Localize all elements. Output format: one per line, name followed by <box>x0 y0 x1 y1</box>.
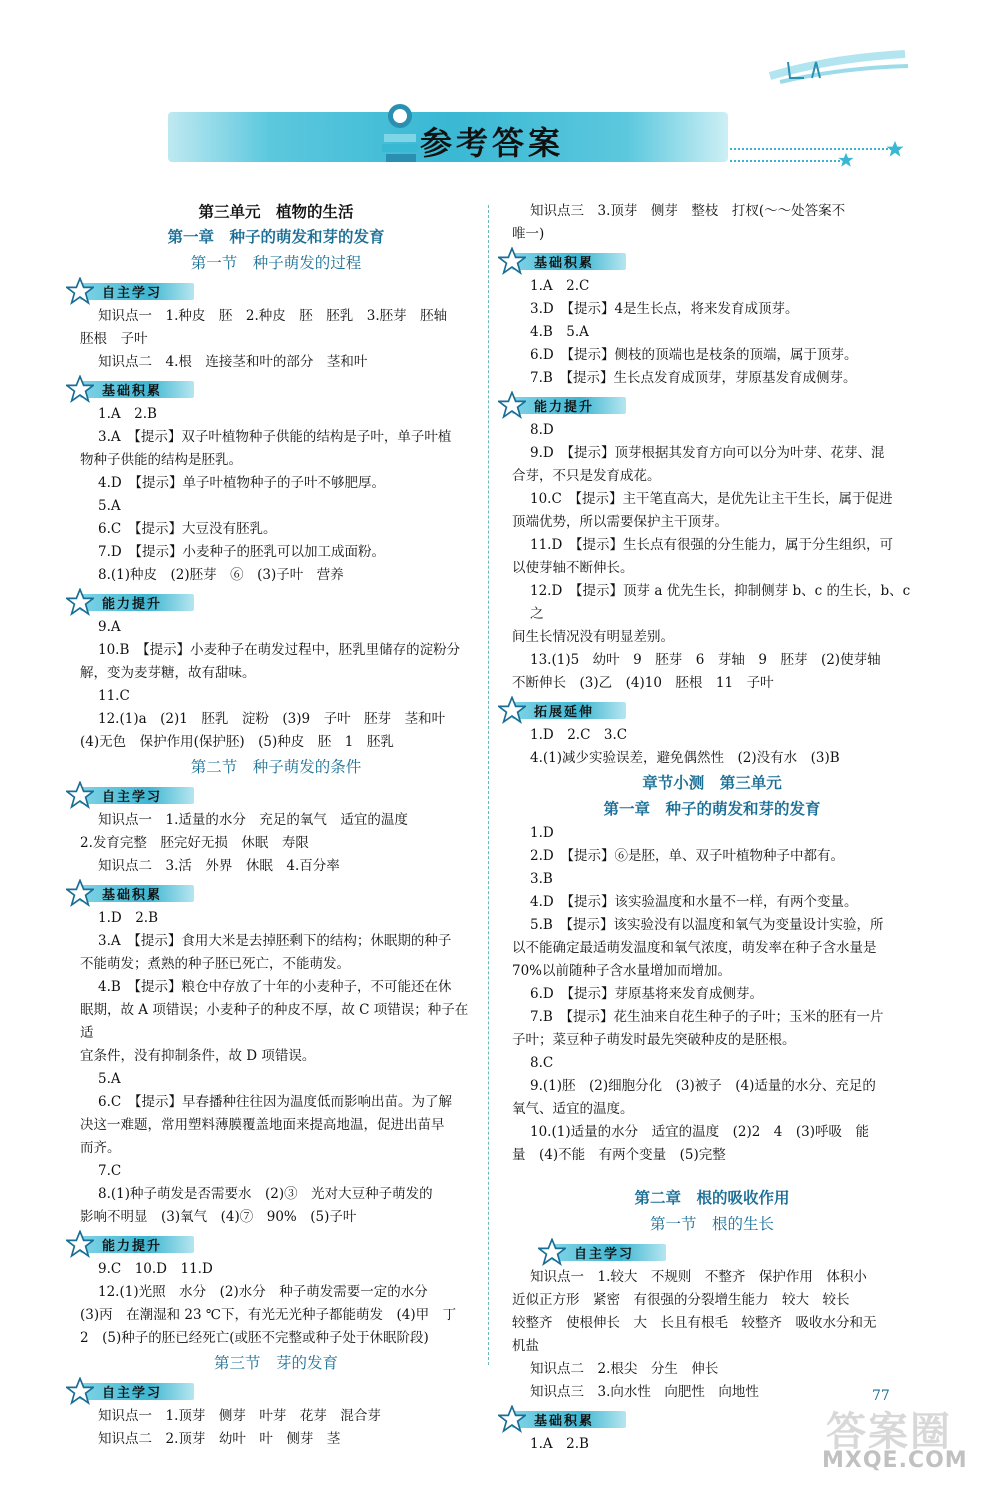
answer-line: 4.D 【提示】该实验温度和水量不一样，有两个变量。 <box>530 894 858 910</box>
answer-line: 知识点一 1.种皮 胚 2.种皮 胚 胚乳 3.胚芽 胚轴 <box>98 308 448 324</box>
answer-line: 知识点一 1.顶芽 侧芽 叶芽 花芽 混合芽 <box>98 1408 381 1424</box>
answer-line: 知识点三 3.顶芽 侧芽 整枝 打杈(～～处答案不 <box>530 203 846 219</box>
answer-line: 6.C 【提示】早春播种往往因为温度低而影响出苗。为了解 <box>98 1094 452 1110</box>
section-title: 第一节 种子萌发的过程 <box>190 254 362 272</box>
answer-line: 知识点二 2.根尖 分生 伸长 <box>530 1361 719 1377</box>
answer-line: 7.D 【提示】小麦种子的胚乳可以加工成面粉。 <box>98 544 385 560</box>
answer-line: 11.C <box>98 688 130 704</box>
answer-block <box>80 1258 472 1350</box>
tag-label: 自主学习 <box>102 286 163 301</box>
answer-line: 1.D 2.C 3.C <box>530 727 628 743</box>
section-tag <box>538 1240 912 1264</box>
answer-block <box>80 305 472 374</box>
star-icon <box>66 1230 94 1258</box>
answer-line: 唯一) <box>512 226 545 242</box>
answer-line: 9.A <box>98 619 121 635</box>
answer-block <box>512 200 912 246</box>
watermark-logo: 答案圈 <box>826 1409 952 1455</box>
section-tag <box>66 1232 472 1256</box>
section-tag <box>498 698 912 722</box>
answer-block <box>512 275 912 390</box>
answer-block <box>512 822 912 1167</box>
answer-line: 7.B 【提示】生长点发育成顶芽，芽原基发育成侧芽。 <box>530 370 857 386</box>
answer-block <box>512 419 912 695</box>
answer-line: 宜条件，没有抑制条件，故 D 项错误。 <box>80 1048 316 1064</box>
star-icon <box>66 277 94 305</box>
answer-line: 知识点二 2.顶芽 幼叶 叶 侧芽 茎 <box>98 1431 341 1447</box>
answer-line: 知识点一 1.较大 不规则 不整齐 保护作用 体积小 <box>530 1269 867 1285</box>
section-title: 第二节 种子萌发的条件 <box>190 758 362 776</box>
answer-line: 3.B <box>530 871 553 887</box>
section-tag <box>66 881 472 905</box>
tag-label: 自主学习 <box>102 790 163 805</box>
answer-line: 近似正方形 紧密 有很强的分裂增生能力 较大 较长 <box>512 1292 850 1308</box>
star-icon <box>66 879 94 907</box>
star-icon <box>498 696 526 724</box>
answer-line: 不能萌发；煮熟的种子胚已死亡，不能萌发。 <box>80 956 350 972</box>
answer-line: 1.A 2.C <box>530 278 590 294</box>
answer-line: 6.D 【提示】芽原基将来发育成侧芽。 <box>530 986 763 1002</box>
answer-line: 眠期，故 A 项错误；小麦种子的种皮不厚，故 C 项错误；种子在适 <box>80 1002 469 1041</box>
answer-line: 3.D 【提示】4是生长点，将来发育成顶芽。 <box>530 301 799 317</box>
answer-line: 8.D <box>530 422 554 438</box>
answer-line: 决这一难题，常用塑料薄膜覆盖地面来提高地温，促进出苗早 <box>80 1117 445 1133</box>
answer-line: 3.A 【提示】双子叶植物种子供能的结构是子叶，单子叶植 <box>98 429 452 445</box>
books-mascot-icon <box>380 100 420 170</box>
answer-line: 6.D 【提示】侧枝的顶端也是枝条的顶端，属于顶芽。 <box>530 347 858 363</box>
answer-line: 以使芽轴不断伸长。 <box>512 560 634 576</box>
answer-line: 胚根 子叶 <box>80 331 148 347</box>
star-icon <box>66 1377 94 1405</box>
tag-label: 基础积累 <box>102 384 163 399</box>
tag-label: 能力提升 <box>534 400 595 415</box>
answer-line: 12.(1)光照 水分 (2)水分 种子萌发需要一定的水分 <box>98 1284 428 1300</box>
answer-line: 以不能确定最适萌发温度和氧气浓度，萌发率在种子含水量是 <box>512 940 877 956</box>
star-icon <box>538 1238 566 1266</box>
answer-line: 知识点二 4.根 连接茎和叶的部分 茎和叶 <box>98 354 368 370</box>
answer-block <box>80 809 472 878</box>
star-icon <box>498 247 526 275</box>
tag-label: 能力提升 <box>102 1239 163 1254</box>
page-number: 77 <box>872 1388 890 1404</box>
chapter-title: 第一章 种子的萌发和芽的发育 <box>167 228 385 246</box>
answer-line: 1.A 2.B <box>530 1436 589 1452</box>
answer-line: 知识点一 1.适量的水分 充足的氧气 适宜的温度 <box>98 812 408 828</box>
page-title: 参考答案 <box>420 124 565 162</box>
answer-line: 物种子供能的结构是胚乳。 <box>80 452 242 468</box>
answer-line: 2.D 【提示】⑥是胚，单、双子叶植物种子中都有。 <box>530 848 844 864</box>
star-icon <box>838 152 854 168</box>
unit-title: 第三单元 植物的生活 <box>198 203 354 221</box>
star-icon <box>886 140 904 158</box>
answer-line: 5.B 【提示】该实验没有以温度和氧气为变量设计实验，所 <box>530 917 884 933</box>
tag-label: 基础积累 <box>534 256 595 271</box>
answer-line: 2.发育完整 胚完好无损 休眠 寿限 <box>80 835 309 851</box>
answer-line: 11.D 【提示】生长点有很强的分生能力，属于分生组织，可 <box>530 537 894 553</box>
answer-line: 量 (4)不能 有两个变量 (5)完整 <box>512 1147 726 1163</box>
answer-line: 4.(1)减少实验误差，避免偶然性 (2)没有水 (3)B <box>530 750 840 766</box>
answer-line: 7.B 【提示】花生油来自花生种子的子叶；玉米的胚有一片 <box>530 1009 884 1025</box>
answer-line: 机盐 <box>512 1338 539 1354</box>
answer-line: 较整齐 使根伸长 大 长且有根毛 较整齐 吸收水分和无 <box>512 1315 877 1331</box>
answer-line: 顶端优势，所以需要保护主干顶芽。 <box>512 514 728 530</box>
star-icon <box>66 588 94 616</box>
answer-line: 6.C 【提示】大豆没有胚乳。 <box>98 521 277 537</box>
answer-line: 间生长情况没有明显差别。 <box>512 629 674 645</box>
answer-line: 3.A 【提示】食用大米是去掉胚剩下的结构；休眠期的种子 <box>98 933 452 949</box>
answer-line: 8.(1)种子萌发是否需要水 (2)③ 光对大豆种子萌发的 <box>98 1186 433 1202</box>
answer-line: 1.D 2.B <box>98 910 159 926</box>
answer-line: 10.B 【提示】小麦种子在萌发过程中，胚乳里储存的淀粉分 <box>98 642 461 658</box>
section-tag <box>498 249 912 273</box>
star-icon <box>498 1405 526 1433</box>
section-tag <box>66 1379 472 1403</box>
dotted-line-decoration <box>730 148 900 150</box>
column-divider <box>488 205 489 1365</box>
answer-line: 1.D <box>530 825 554 841</box>
answer-line: 5.A <box>98 498 121 514</box>
watermark-text: MXQE.COM <box>822 1448 968 1473</box>
answer-line: 影响不明显 (3)氧气 (4)⑦ 90% (5)子叶 <box>80 1209 357 1225</box>
section-tag <box>66 279 472 303</box>
answer-line: 8.(1)种皮 (2)胚芽 ⑥ (3)子叶 营养 <box>98 567 344 583</box>
tag-label: 拓展延伸 <box>534 705 595 720</box>
tag-label: 基础积累 <box>102 888 163 903</box>
answer-block <box>80 907 472 1229</box>
section-tag <box>498 393 912 417</box>
tag-label: 自主学习 <box>574 1247 635 1262</box>
test-title: 章节小测 第三单元 <box>642 774 782 792</box>
answer-line: 4.B 【提示】粮仓中存放了十年的小麦种子，不可能还在休 <box>98 979 452 995</box>
answer-line: 合芽，不只是发育成花。 <box>512 468 661 484</box>
section-title: 第一节 根的生长 <box>649 1215 774 1233</box>
star-icon <box>66 781 94 809</box>
answer-line: 1.A 2.B <box>98 406 157 422</box>
answer-line: 4.B 5.A <box>530 324 589 340</box>
answer-line: 10.(1)适量的水分 适宜的温度 (2)2 4 (3)呼吸 能 <box>530 1124 870 1140</box>
answer-line: 13.(1)5 幼叶 9 胚芽 6 芽轴 9 胚芽 (2)使芽轴 <box>530 652 881 668</box>
answer-line: 7.C <box>98 1163 122 1179</box>
answer-line: 10.C 【提示】主干笔直高大，是优先让主干生长，属于促进 <box>530 491 893 507</box>
answer-line: 解，变为麦芽糖，故有甜味。 <box>80 665 256 681</box>
answer-line: 5.A <box>98 1071 121 1087</box>
answer-line: 4.D 【提示】单子叶植物种子的子叶不够肥厚。 <box>98 475 385 491</box>
answer-line: 9.(1)胚 (2)细胞分化 (3)被子 (4)适量的水分、充足的 <box>530 1078 876 1094</box>
answer-block <box>512 724 912 770</box>
section-tag <box>66 377 472 401</box>
answer-line: 而齐。 <box>80 1140 121 1156</box>
swoosh-decoration <box>760 48 910 88</box>
star-icon <box>66 375 94 403</box>
answer-block <box>80 403 472 587</box>
answer-line: 12.D 【提示】顶芽 a 优先生长，抑制侧芽 b、c 的生长，b、c 之 <box>530 583 911 622</box>
answer-line: 子叶；菜豆种子萌发时最先突破种皮的是胚根。 <box>512 1032 796 1048</box>
test-chapter-title: 第一章 种子的萌发和芽的发育 <box>603 800 821 818</box>
answer-line: 9.C 10.D 11.D <box>98 1261 213 1277</box>
answer-line: 8.C <box>530 1055 554 1071</box>
section-tag <box>66 783 472 807</box>
answer-line: 2 (5)种子的胚已经死亡(或胚不完整或种子处于休眠阶段) <box>80 1330 429 1346</box>
answer-line: 9.D 【提示】顶芽根据其发育方向可以分为叶芽、花芽、混 <box>530 445 885 461</box>
star-icon <box>498 391 526 419</box>
tag-label: 自主学习 <box>102 1386 163 1401</box>
answer-line: 不断伸长 (3)乙 (4)10 胚根 11 子叶 <box>512 675 774 691</box>
answer-line: 知识点二 3.活 外界 休眠 4.百分率 <box>98 858 340 874</box>
section-title: 第三节 芽的发育 <box>213 1354 338 1372</box>
answer-block <box>80 1405 472 1451</box>
answer-block <box>512 1266 912 1404</box>
section-tag <box>66 590 472 614</box>
left-column <box>80 200 472 1451</box>
answer-line: 12.(1)a (2)1 胚乳 淀粉 (3)9 子叶 胚芽 茎和叶 <box>98 711 446 727</box>
chapter-title: 第二章 根的吸收作用 <box>634 1189 790 1207</box>
answer-line: (4)无色 保护作用(保护胚) (5)种皮 胚 1 胚乳 <box>80 734 394 750</box>
right-column <box>512 200 912 1456</box>
answer-line: 知识点三 3.向水性 向肥性 向地性 <box>530 1384 759 1400</box>
answer-line: 氧气、适宜的温度。 <box>512 1101 634 1117</box>
tag-label: 能力提升 <box>102 597 163 612</box>
answer-line: 70%以前随种子含水量增加而增加。 <box>512 963 732 979</box>
dotted-line-decoration <box>730 160 840 162</box>
tag-label: 基础积累 <box>534 1414 595 1429</box>
answer-line: (3)丙 在潮湿和 23 ℃下，有光无光种子都能萌发 (4)甲 丁 <box>80 1307 457 1323</box>
answer-block <box>80 616 472 754</box>
